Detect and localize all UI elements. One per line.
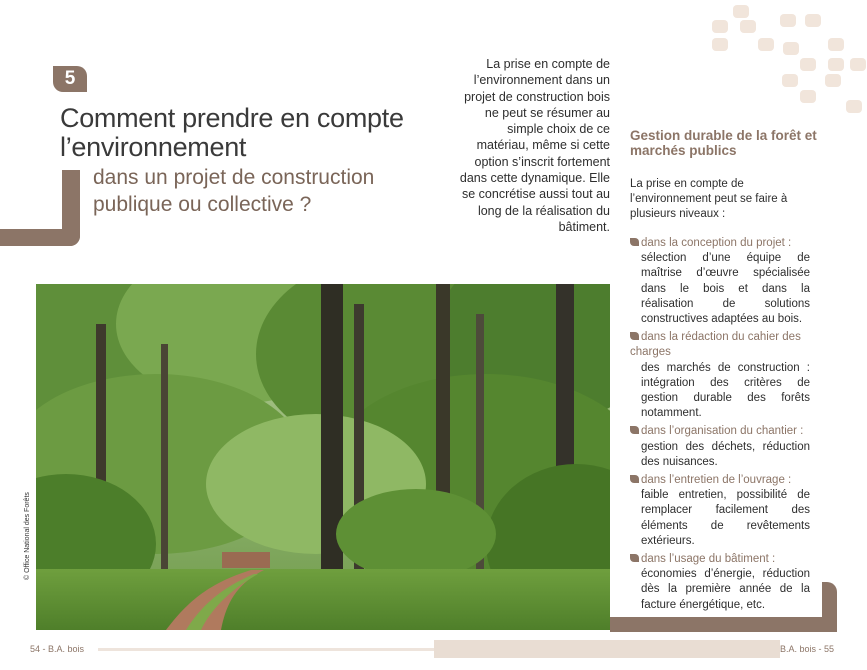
bullet-icon <box>630 426 639 434</box>
decor-dot <box>846 100 862 113</box>
decorative-bracket <box>610 617 837 632</box>
list-item-heading: dans la rédaction du cahier des charges <box>630 331 801 359</box>
intro-paragraph: La prise en compte de l’environnement dans un projet de construction bois ne peut se résumer au simple choix de ce matériau, même si cette option s’inscrit fortement dans cette dynamique. Elle se concrétise aussi tout au long de la réalisation du bâtiment. <box>459 57 610 234</box>
sidebar-list <box>630 236 810 616</box>
list-item-text: gestion des déchets, réduction des nuisances. <box>641 440 810 468</box>
decor-dot <box>783 42 799 55</box>
forest-illustration <box>36 284 610 630</box>
decor-dot <box>712 38 728 51</box>
footer-page-left: 54 - B.A. bois <box>30 644 85 654</box>
list-item-heading: dans l’entretien de l’ouvrage : <box>641 474 792 487</box>
decor-dot <box>828 38 844 51</box>
bullet-icon <box>630 475 639 483</box>
list-item-text: économies d’énergie, réduction dès la première année de la facture énergétique, etc. <box>641 568 810 611</box>
list-item-text: sélection d’une équipe de maîtrise d’œuvre spécialisée dans le bois et dans la réalisation de solutions constructives adaptées au bois. <box>641 252 810 326</box>
chapter-number-badge: 5 <box>53 66 87 92</box>
decor-dot <box>782 74 798 87</box>
bullet-icon <box>630 554 639 562</box>
list-item <box>630 424 810 470</box>
footer-page-right: B.A. bois - 55 <box>780 644 835 654</box>
list-item-heading: dans l’usage du bâtiment : <box>641 553 776 566</box>
decor-dot <box>800 90 816 103</box>
decorative-bracket <box>0 229 80 246</box>
decor-dot <box>758 38 774 51</box>
list-item <box>630 473 810 549</box>
list-item <box>630 330 810 421</box>
decor-dot <box>828 58 844 71</box>
list-item <box>630 236 810 327</box>
list-item <box>630 552 810 613</box>
footer-rule <box>98 648 434 651</box>
forest-photo <box>36 284 610 630</box>
decor-dot <box>740 20 756 33</box>
decor-dot <box>733 5 749 18</box>
photo-credit: © Office National des Forêts <box>24 492 31 580</box>
decor-dot <box>805 14 821 27</box>
list-item-heading: dans l’organisation du chantier : <box>641 425 804 438</box>
footer-band <box>434 640 780 658</box>
list-item-heading: dans la conception du projet : <box>641 237 792 249</box>
sidebar-intro: La prise en compte de l’environnement peut se faire à plusieurs niveaux : <box>630 178 788 220</box>
decor-dot <box>780 14 796 27</box>
decor-dot <box>825 74 841 87</box>
page-subtitle: dans un projet de construction publique ou collective ? <box>93 166 375 216</box>
sidebar-title: Gestion durable de la forêt et marchés publics <box>630 128 817 158</box>
list-item-text: des marchés de construction : intégration des critères de gestion durable des forêts notamment. <box>641 361 810 420</box>
decor-dot <box>850 58 866 71</box>
decor-dot <box>800 58 816 71</box>
list-item-text: faible entretien, possibilité de remplacer facilement des éléments de revêtements extérieurs. <box>641 489 810 547</box>
bullet-icon <box>630 238 639 246</box>
bullet-icon <box>630 332 639 340</box>
decor-dot <box>712 20 728 33</box>
page-title: Comment prendre en compte l’environnement <box>60 103 404 162</box>
